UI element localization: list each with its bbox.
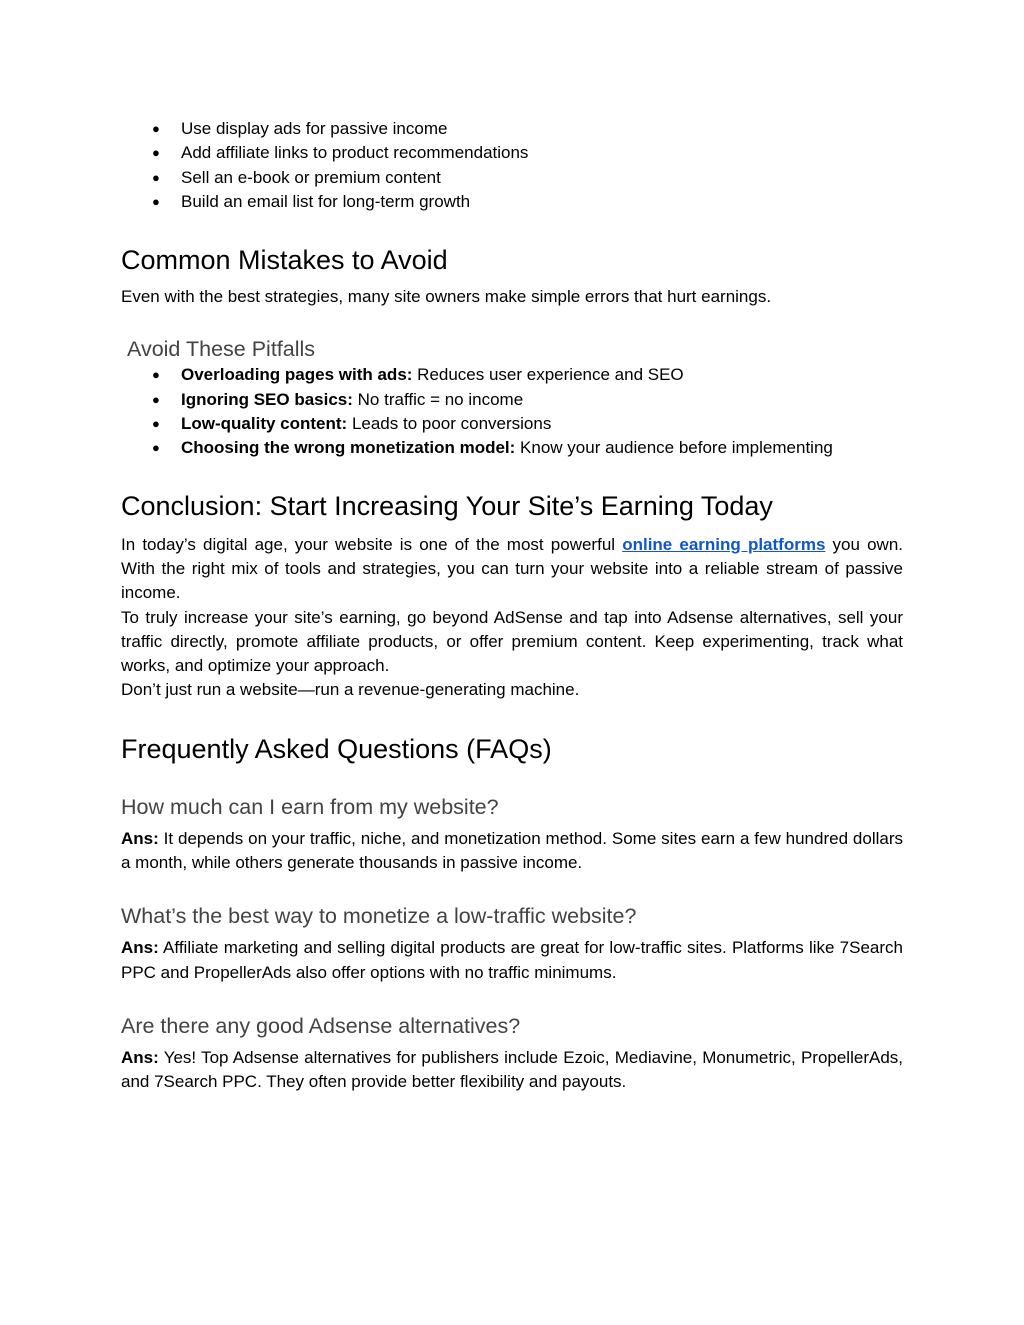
conclusion-text: In today’s digital age, your website is one of the most powerful (121, 534, 623, 554)
faqs-heading: Frequently Asked Questions (FAQs) (121, 733, 552, 764)
intro-bullet-list (121, 117, 903, 214)
bullet-icon: ● (152, 416, 160, 432)
faq-answer (121, 936, 903, 985)
faq-answer-text: Affiliate marketing and selling digital products are great for low-traffic sites. Platforms like 7Search PPC and PropellerAds also offer options with no traffic minimums. (121, 938, 903, 982)
pitfall-desc: Reduces user experience and SEO (412, 365, 684, 385)
bullet-icon: ● (152, 169, 160, 185)
conclusion-paragraph-2: To truly increase your site’s earning, go beyond AdSense and tap into Adsense alternatives, sell your traffic directly, promote affiliate products, or offer premium content. Keep experimenting, track what works, and optimize your approach. (121, 607, 903, 676)
pitfall-desc: Leads to poor conversions (347, 414, 552, 434)
list-item (121, 436, 903, 460)
bullet-icon: ● (152, 121, 160, 136)
ans-label: Ans: (121, 828, 159, 848)
list-item (121, 190, 903, 214)
faq-answer (121, 827, 903, 876)
list-item (121, 166, 903, 190)
pitfall-term: Choosing the wrong monetization model: (181, 438, 516, 458)
conclusion-text: you own. With the right mix of tools and strategies, you can turn your website into a reliable stream of passive income. (121, 534, 904, 603)
pitfall-desc: No traffic = no income (352, 389, 524, 409)
pitfalls-list (121, 363, 903, 460)
conclusion-paragraph-3: Don’t just run a website—run a revenue-generating machine. (121, 680, 580, 700)
conclusion-heading: Conclusion: Start Increasing Your Site’s Earning Today (121, 490, 773, 521)
list-item-text: Use display ads for passive income (181, 119, 448, 138)
list-item-text: Build an email list for long-term growth (181, 191, 471, 211)
list-item-text: Add affiliate links to product recommendations (181, 143, 529, 163)
bullet-icon: ● (152, 391, 160, 407)
bullet-icon: ● (152, 145, 160, 161)
bullet-icon: ● (152, 367, 160, 383)
online-earning-platforms-link[interactable]: online earning platforms (622, 534, 826, 554)
conclusion-paragraph-1 (121, 533, 903, 606)
faq-question: What’s the best way to monetize a low-traffic website? (121, 904, 637, 929)
list-item (121, 141, 903, 165)
list-item-text: Sell an e-book or premium content (181, 167, 441, 187)
pitfall-desc: Know your audience before implementing (515, 438, 833, 458)
mistakes-heading: Common Mistakes to Avoid (121, 245, 448, 276)
bullet-icon: ● (152, 193, 160, 209)
list-item (121, 363, 903, 387)
faq-question: How much can I earn from my website? (121, 794, 499, 819)
faq-answer (121, 1046, 903, 1095)
ans-label: Ans: (121, 1047, 159, 1067)
list-item (121, 117, 903, 141)
list-item (121, 412, 903, 436)
bullet-icon: ● (152, 440, 160, 456)
list-item (121, 388, 903, 412)
faq-answer-text: Yes! Top Adsense alternatives for publishers include Ezoic, Mediavine, Monumetric, PropellerAds, and 7Search PPC. They often provide better flexibility and payouts. (121, 1047, 903, 1092)
pitfall-term: Low-quality content: (181, 414, 348, 434)
mistakes-intro: Even with the best strategies, many site owners make simple errors that hurt earnings. (121, 287, 772, 307)
pitfalls-subheading: Avoid These Pitfalls (127, 337, 316, 362)
document-page (121, 117, 903, 1095)
pitfall-term: Overloading pages with ads: (181, 365, 413, 385)
pitfall-term: Ignoring SEO basics: (181, 389, 353, 409)
faq-question: Are there any good Adsense alternatives? (121, 1013, 521, 1038)
ans-label: Ans: (121, 938, 159, 958)
faq-answer-text: It depends on your traffic, niche, and monetization method. Some sites earn a few hundred dollars a month, while others generate thousands in passive income. (121, 828, 903, 873)
